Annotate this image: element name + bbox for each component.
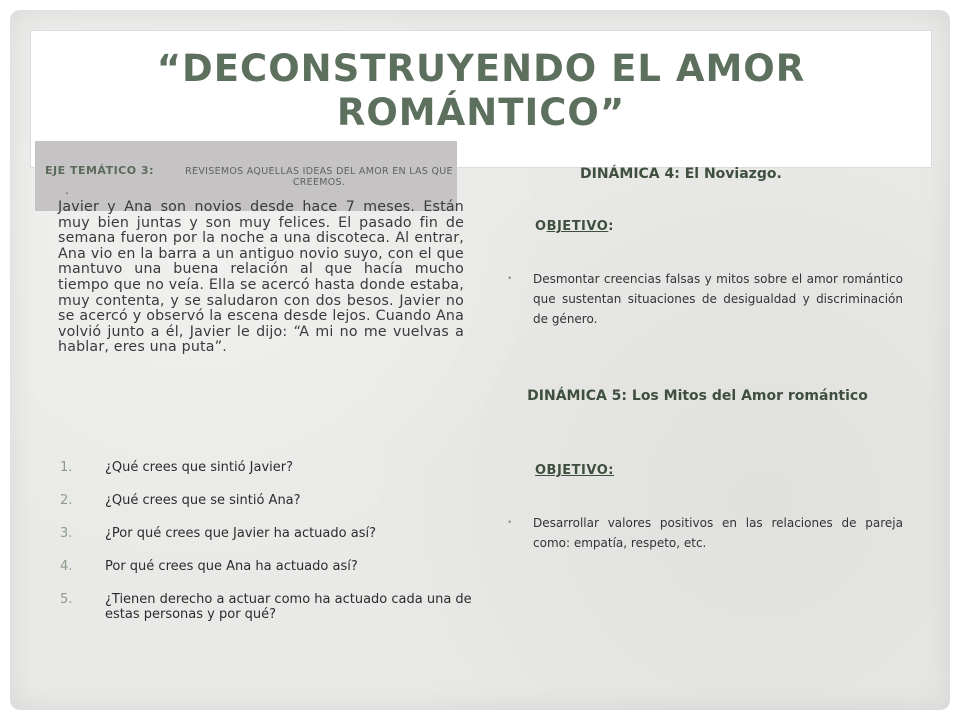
dinamica-5-objetivo: OBJETIVO:	[535, 463, 614, 478]
question-text: ¿Por qué crees que Javier ha actuado así?	[105, 526, 376, 541]
dinamica-4-bullet-text: Desmontar creencias falsas y mitos sobre el amor romántico que sustentan situaciones de desigualdad y discriminación de género.	[533, 272, 903, 326]
question-text: ¿Qué crees que se sintió Ana?	[105, 493, 301, 508]
slide-title-line-2: ROMÁNTICO”	[336, 91, 626, 134]
objetivo-prefix: O	[535, 219, 547, 234]
dinamica-4-label: DINÁMICA 4	[580, 166, 675, 182]
dinamica-5-bullet-text: Desarrollar valores positivos en las relaciones de pareja como: empatía, respeto, etc.	[533, 516, 903, 550]
question-number: 1.	[60, 460, 73, 475]
story-paragraph: Javier y Ana son novios desde hace 7 meses. Están muy bien juntas y son muy felices. El pasado fin de semana fueron por la noche a una discoteca. Al entrar, Ana vio en la barra a un antiguo novio suyo, con el que mantuvo una buena relación al que hacía mucho tiempo que no veía. Ella se acercó hasta donde estaba, muy contenta, y se saludaron con dos besos. Javier no se acercó y observó la escena desde lejos. Cuando Ana volvió junto a él, Javier le dijo: “A mi no me vuelvas a hablar, eres una puta”.	[58, 199, 464, 356]
dinamica-5-bullet	[507, 513, 903, 553]
question-number: 5.	[60, 592, 73, 607]
eje-tematico-label: EJE TEMÁTICO 3:	[45, 164, 154, 177]
objetivo-suffix: :	[608, 219, 614, 234]
questions-list	[60, 460, 480, 640]
eje-tematico-dot: .	[65, 183, 69, 197]
dinamica-4-objetivo	[535, 219, 614, 234]
question-number: 4.	[60, 559, 73, 574]
list-item	[60, 493, 480, 508]
question-text: Por qué crees que Ana ha actuado así?	[105, 559, 358, 574]
bullet-icon: •	[507, 274, 513, 284]
objetivo-underlined: BJETIVO	[546, 219, 609, 234]
question-text: ¿Qué crees que sintió Javier?	[105, 460, 293, 475]
question-number: 2.	[60, 493, 73, 508]
bullet-icon: •	[507, 518, 513, 528]
slide-title-line-1: “DECONSTRUYENDO EL AMOR	[156, 47, 806, 90]
dinamica-4-bullet	[507, 269, 903, 329]
question-number: 3.	[60, 526, 73, 541]
dinamica-5-heading: DINÁMICA 5: Los Mitos del Amor romántico	[527, 388, 868, 404]
list-item	[60, 526, 480, 541]
list-item	[60, 559, 480, 574]
eje-tematico-text: REVISEMOS AQUELLAS IDEAS DEL AMOR EN LAS QUE CREEMOS.	[185, 166, 453, 188]
dinamica-4-heading	[580, 166, 782, 182]
dinamica-4-title: : El Noviazgo.	[674, 166, 782, 182]
slide-title	[31, 47, 931, 135]
list-item	[60, 460, 480, 475]
question-text: ¿Tienen derecho a actuar como ha actuado cada una de estas personas y por qué?	[105, 592, 472, 622]
list-item	[60, 592, 480, 622]
